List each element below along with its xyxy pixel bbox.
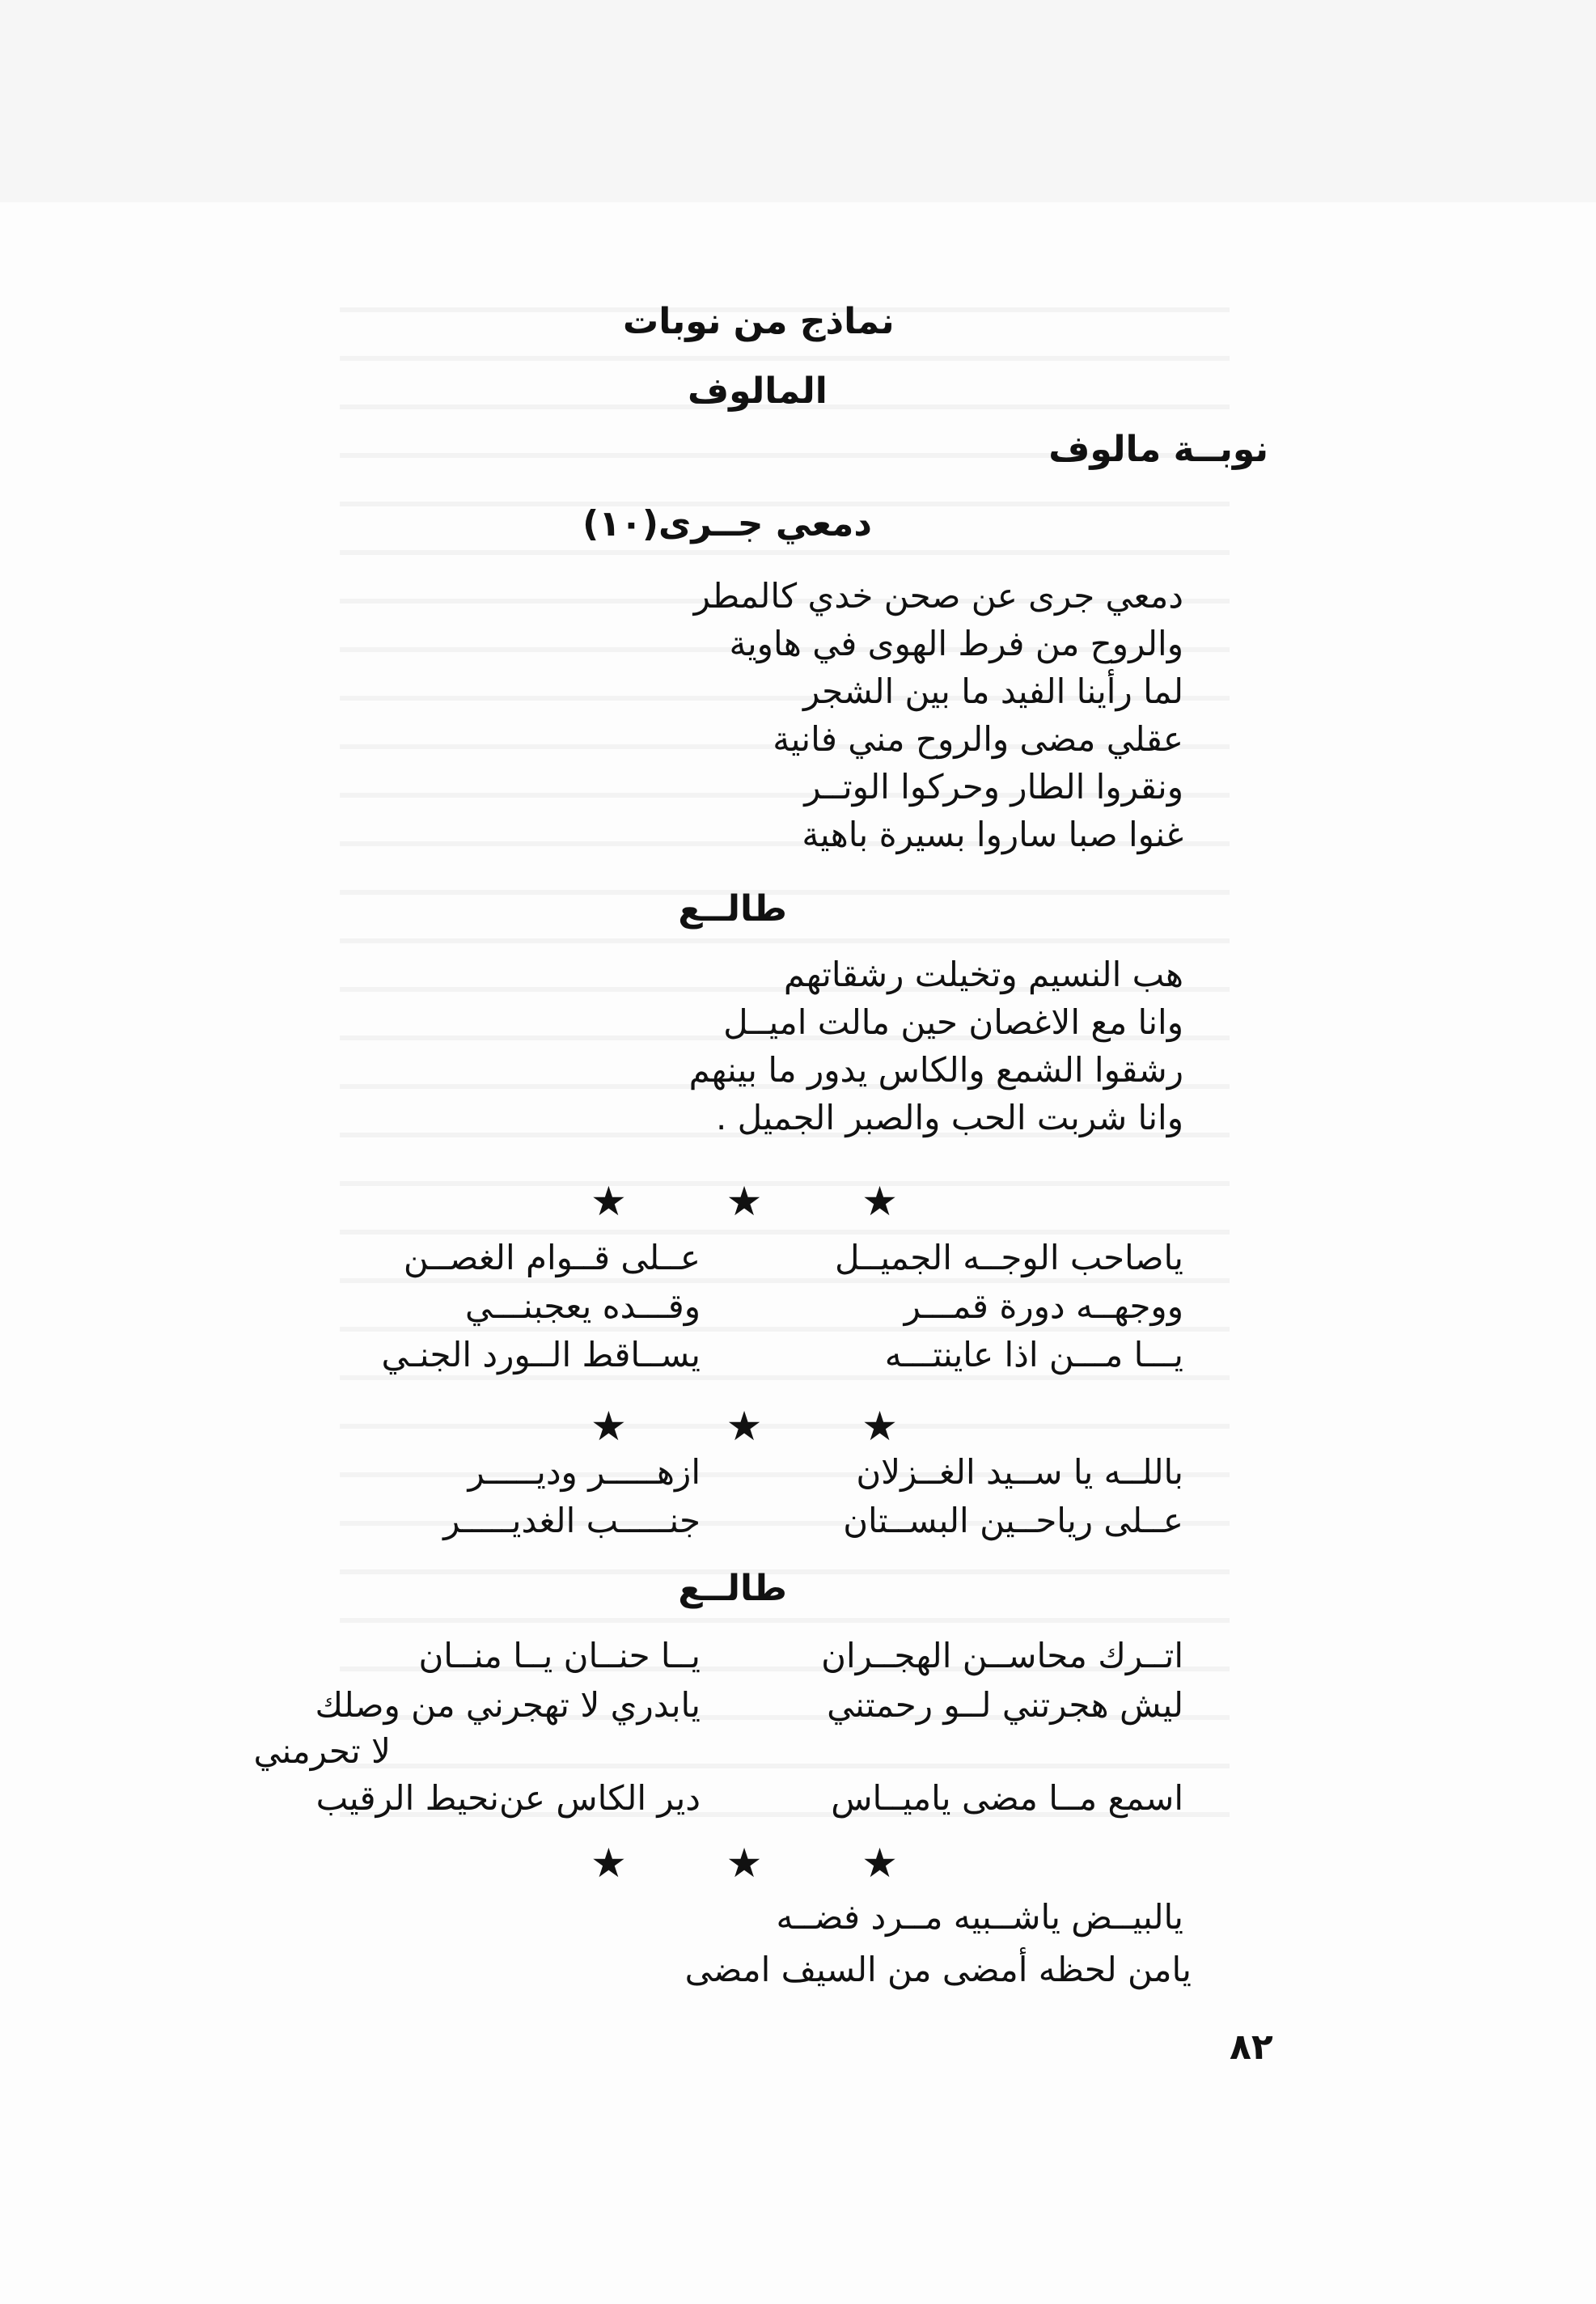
verse-line: وانا مع الاغصان حين مالت اميــل [723,1002,1183,1042]
verse-first-half: اسمع مــا مضى ياميــاس [831,1778,1183,1818]
verse-second-half: يــا حنــان يــا منــان [418,1636,701,1675]
page-number: ٨٢ [1230,2027,1273,2068]
section-heading: نوبــة مالوف [1048,429,1268,470]
verse-first-half: يـــا مـــن اذا عاينتـــه [884,1335,1183,1374]
page-title: نماذج من نوبات [623,301,895,342]
verse-line: وانا شربت الحب والصبر الجميل . [715,1098,1183,1137]
verse-continuation: لا تحرمني [253,1731,391,1771]
verse-second-half: يســاقط الــورد الجنـي [381,1335,701,1374]
star-icon: ★ [862,1840,898,1887]
star-icon: ★ [591,1840,627,1887]
verse-line: والروح من فرط الهوى في هاوية [729,624,1183,663]
verse-second-half: وقـــده يعجبنـــي [464,1286,701,1326]
star-divider [591,1178,898,1225]
verse-second-half: عــلى قــوام الغصــن [403,1238,701,1277]
verse-first-half: ووجهــه دورة قمـــر [904,1286,1183,1326]
verse-first-half: ياصاحب الوجــه الجميــل [834,1238,1183,1277]
verse-first-half: اتــرك محاســن الهجــران [821,1636,1183,1675]
verse-first-half: عــلى رياحــين البســتان [843,1501,1183,1540]
taleh-heading: طالــع [678,1568,787,1609]
verse-line: دمعي جرى عن صحن خدي كالمطر [693,576,1183,616]
verse-first-half: باللــه يا ســيد الغــزلان [856,1452,1183,1492]
verse-line: لما رأينا الفيد ما بين الشجر [802,671,1183,711]
verse-second-half: دير الكاس عن‌نحيط الرقيب [315,1778,701,1818]
verse-first-half: ليش هجرتني لــو رحمتني [827,1685,1183,1725]
page-subtitle: المالوف [688,371,828,412]
star-icon: ★ [591,1403,627,1450]
verse-second-half: يابدري لا تهجرني من وصلك [315,1685,701,1725]
verse-second-half: ازهـــــر وديـــــر [468,1452,701,1492]
star-icon: ★ [726,1178,763,1225]
star-icon: ★ [862,1403,898,1450]
star-divider [591,1403,898,1450]
poem-title: دمعي جــرى(١٠) [582,503,872,544]
taleh-heading: طالــع [678,888,787,930]
verse-line: رشقوا الشمع والكاس يدور ما بينهم [688,1050,1183,1090]
verse-line: يامن لحظه أمضى من السيف امضى [684,1950,1192,1989]
verse-line: هب النسيم وتخيلت رشقاتهم [783,955,1183,994]
star-icon: ★ [862,1178,898,1225]
verse-line: عقلي مضى والروح مني فانية [773,719,1183,759]
star-divider [591,1840,898,1887]
verse-second-half: جنـــــب الغديـــــر [443,1501,701,1540]
verse-line: غنوا صبا ساروا بسيرة باهية [802,815,1183,854]
verse-line: يالبيــض ياشــبيه مــرد فضــه [776,1897,1183,1937]
verse-line: ونقروا الطار وحركوا الوتــر [804,767,1183,807]
star-icon: ★ [591,1178,627,1225]
star-icon: ★ [726,1403,763,1450]
star-icon: ★ [726,1840,763,1887]
